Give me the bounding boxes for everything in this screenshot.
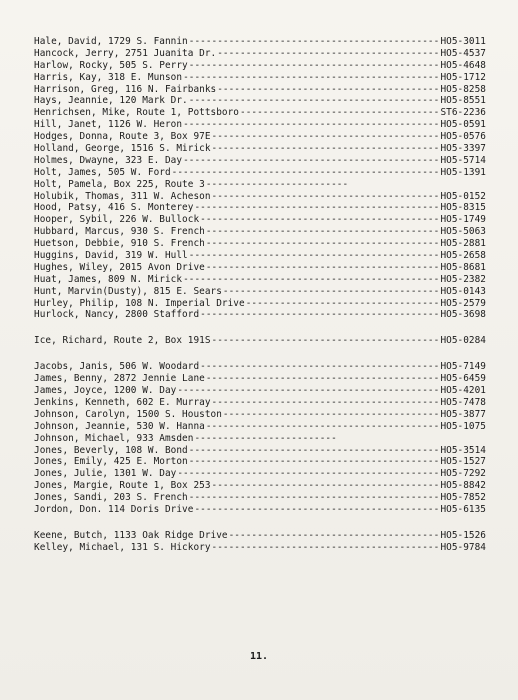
entry-name-address: Jones, Sandi, 203 S. French: [34, 492, 188, 504]
entry-name-address: Holland, George, 1516 S. Mirick: [34, 143, 211, 155]
directory-entry: [34, 84, 486, 96]
entry-phone: HO5-5063: [440, 226, 486, 238]
dot-leader: [240, 107, 439, 119]
entry-name-address: Jones, Margie, Route 1, Box 253: [34, 480, 211, 492]
directory-entry: [34, 36, 486, 48]
entry-name-address: Henrichsen, Mike, Route 1, Pottsboro: [34, 107, 239, 119]
directory-entry: [34, 421, 486, 433]
letter-group-i: [34, 335, 486, 347]
directory-entry: [34, 433, 486, 445]
entry-phone: HO5-3514: [440, 444, 486, 456]
dot-leader: [183, 155, 439, 167]
dot-leader: [223, 409, 440, 421]
entry-phone: HO5-3877: [440, 408, 486, 420]
entry-phone: HO5-6459: [440, 373, 486, 385]
dot-leader: [206, 226, 440, 238]
entry-name-address: Johnson, Michael, 933 Amsden: [34, 432, 194, 444]
entry-phone: HO5-8681: [440, 261, 486, 273]
entry-phone: HO5-7292: [440, 468, 486, 480]
dot-leader: [189, 492, 440, 504]
entry-name-address: Hunt, Marvin(Dusty), 815 E. Sears: [34, 285, 222, 297]
entry-name-address: Huetson, Debbie, 910 S. French: [34, 238, 205, 250]
entry-name-address: Hooper, Sybil, 226 W. Bullock: [34, 214, 200, 226]
dot-leader: [177, 385, 439, 397]
dot-leader: [200, 361, 439, 373]
directory-entry: [34, 397, 486, 409]
letter-group-h: [34, 36, 486, 321]
dot-leader: [212, 542, 440, 554]
directory-entry: [34, 480, 486, 492]
dot-leader: [177, 468, 439, 480]
entry-name-address: Hodges, Donna, Route 3, Box 97E: [34, 131, 211, 143]
directory-entry: [34, 214, 486, 226]
dot-leader: [189, 95, 440, 107]
entry-name-address: Keene, Butch, 1133 Oak Ridge Drive: [34, 529, 228, 541]
entry-phone: HO5-8842: [440, 480, 486, 492]
entry-phone: HO5-1749: [440, 214, 486, 226]
entry-name-address: Jones, Julie, 1301 W. Day: [34, 468, 177, 480]
entry-name-address: Harlow, Rocky, 505 S. Perry: [34, 59, 188, 71]
entry-phone: HO5-1712: [440, 71, 486, 83]
directory-entry: [34, 226, 486, 238]
entry-name-address: Huggins, David, 319 W. Hull: [34, 250, 188, 262]
directory-entry: [34, 107, 486, 119]
dot-leader: [212, 131, 440, 143]
dot-leader: [246, 298, 440, 310]
directory-entry: [34, 504, 486, 516]
entry-name-address: Huat, James, 809 N. Mirick: [34, 273, 183, 285]
entry-name-address: Hays, Jeannie, 120 Mark Dr.: [34, 95, 188, 107]
directory-entry: [34, 361, 486, 373]
dot-leader: [189, 445, 440, 457]
entry-name-address: James, Benny, 2872 Jennie Lane: [34, 373, 205, 385]
directory-entry: [34, 60, 486, 72]
dot-leader: [212, 335, 440, 347]
entry-name-address: Ice, Richard, Route 2, Box 191S: [34, 335, 211, 347]
directory-entry: [34, 191, 486, 203]
dot-leader: [183, 274, 439, 286]
entry-name-address: Jordon, Don. 114 Doris Drive: [34, 503, 194, 515]
dot-leader: [212, 143, 440, 155]
dot-leader: [217, 48, 439, 60]
entry-phone: HO5-3397: [440, 143, 486, 155]
entry-phone: HO5-7478: [440, 396, 486, 408]
entry-name-address: Jones, Emily, 425 E. Morton: [34, 456, 188, 468]
entry-phone: HO5-0143: [440, 285, 486, 297]
dot-leader: [189, 250, 440, 262]
entry-name-address: Holt, James, 505 W. Ford: [34, 166, 171, 178]
entry-name-address: Hood, Patsy, 416 S. Monterey: [34, 202, 194, 214]
directory-entry: [34, 167, 486, 179]
dot-leader: [200, 309, 439, 321]
dot-leader: [206, 238, 440, 250]
entry-phone: HO5-8551: [440, 95, 486, 107]
directory-entry: [34, 131, 486, 143]
entry-name-address: Holubik, Thomas, 311 W. Acheson: [34, 190, 211, 202]
entry-phone: HO5-0591: [440, 119, 486, 131]
entry-name-address: Johnson, Carolyn, 1500 S. Houston: [34, 408, 222, 420]
dot-leader: [206, 421, 440, 433]
dot-leader: [206, 179, 348, 191]
dot-leader: [194, 202, 439, 214]
entry-name-address: Jenkins, Kenneth, 602 E. Murray: [34, 396, 211, 408]
entry-name-address: Hill, Janet, 1126 W. Heron: [34, 119, 183, 131]
entry-phone: HO5-3698: [440, 309, 486, 321]
dot-leader: [189, 36, 440, 48]
dot-leader: [183, 72, 439, 84]
directory-entry: [34, 286, 486, 298]
dot-leader: [206, 262, 440, 274]
entry-phone: HO5-6135: [440, 503, 486, 515]
dot-leader: [212, 191, 440, 203]
entry-name-address: James, Joyce, 1200 W. Day: [34, 385, 177, 397]
directory-entry: [34, 456, 486, 468]
entry-phone: HO5-1527: [440, 456, 486, 468]
directory-entry: [34, 143, 486, 155]
entry-name-address: Hurlock, Nancy, 2800 Stafford: [34, 309, 200, 321]
dot-leader: [206, 373, 440, 385]
dot-leader: [212, 480, 440, 492]
dot-leader: [172, 167, 440, 179]
entry-name-address: Harris, Kay, 318 E. Munson: [34, 71, 183, 83]
entry-phone: HO5-0152: [440, 190, 486, 202]
directory-entry: [34, 298, 486, 310]
entry-name-address: Hale, David, 1729 S. Fannin: [34, 36, 188, 47]
entry-phone: HO5-0576: [440, 131, 486, 143]
directory-entry: [34, 48, 486, 60]
entry-phone: HO5-1526: [440, 529, 486, 541]
directory-entry: [34, 250, 486, 262]
dot-leader: [194, 433, 336, 445]
dot-leader: [200, 214, 439, 226]
directory-entry: [34, 468, 486, 480]
entry-name-address: Holmes, Dwayne, 323 E. Day: [34, 154, 183, 166]
letter-group-k: [34, 530, 486, 554]
directory-entry: [34, 262, 486, 274]
dot-leader: [212, 397, 440, 409]
entry-phone: HO5-2579: [440, 297, 486, 309]
directory-entry: [34, 119, 486, 131]
directory-entry: [34, 542, 486, 554]
dot-leader: [217, 84, 439, 96]
dot-leader: [189, 456, 440, 468]
entry-phone: HO5-4648: [440, 59, 486, 71]
dot-leader: [194, 504, 439, 516]
directory-entry: [34, 155, 486, 167]
entry-phone: HO5-2658: [440, 250, 486, 262]
entry-name-address: Jones, Beverly, 108 W. Bond: [34, 444, 188, 456]
entry-name-address: Hancock, Jerry, 2751 Juanita Dr.: [34, 47, 217, 59]
entry-phone: HO5-0284: [440, 335, 486, 347]
dot-leader: [223, 286, 440, 298]
directory-entry: [34, 492, 486, 504]
entry-name-address: Hurley, Philip, 108 N. Imperial Drive: [34, 297, 245, 309]
directory-entry: [34, 445, 486, 457]
dot-leader: [229, 530, 440, 542]
letter-group-j: [34, 361, 486, 516]
directory-entry: [34, 202, 486, 214]
entry-phone: HO5-5714: [440, 154, 486, 166]
entry-phone: HO5-8315: [440, 202, 486, 214]
entry-name-address: Kelley, Michael, 131 S. Hickory: [34, 541, 211, 553]
directory-entry: [34, 309, 486, 321]
entry-name-address: Holt, Pamela, Box 225, Route 3: [34, 178, 205, 190]
directory-entry: [34, 179, 486, 191]
directory-entry: [34, 409, 486, 421]
directory-entry: [34, 335, 486, 347]
directory-listing: [34, 36, 486, 568]
entry-name-address: Harrison, Greg, 116 N. Fairbanks: [34, 83, 217, 95]
entry-phone: HO5-4201: [440, 385, 486, 397]
directory-entry: [34, 373, 486, 385]
entry-phone: HO5-4537: [440, 47, 486, 59]
entry-name-address: Jacobs, Janis, 506 W. Woodard: [34, 361, 200, 373]
directory-entry: [34, 274, 486, 286]
entry-phone: ST6-2236: [440, 107, 486, 119]
directory-entry: [34, 72, 486, 84]
entry-phone: HO5-7149: [440, 361, 486, 373]
entry-phone: HO5-3011: [440, 36, 486, 47]
directory-entry: [34, 238, 486, 250]
entry-name-address: Hubbard, Marcus, 930 S. French: [34, 226, 205, 238]
entry-phone: HO5-9784: [440, 541, 486, 553]
page-number: 11.: [249, 651, 269, 662]
directory-entry: [34, 95, 486, 107]
entry-phone: HO5-1391: [440, 166, 486, 178]
entry-phone: HO5-2881: [440, 238, 486, 250]
directory-entry: [34, 530, 486, 542]
dot-leader: [183, 119, 439, 131]
entry-phone: HO5-7852: [440, 492, 486, 504]
entry-name-address: Hughes, Wiley, 2015 Avon Drive: [34, 261, 205, 273]
entry-phone: HO5-1075: [440, 420, 486, 432]
directory-entry: [34, 385, 486, 397]
entry-name-address: Johnson, Jeannie, 530 W. Hanna: [34, 420, 205, 432]
entry-phone: HO5-8258: [440, 83, 486, 95]
dot-leader: [189, 60, 440, 72]
entry-phone: HO5-2382: [440, 273, 486, 285]
